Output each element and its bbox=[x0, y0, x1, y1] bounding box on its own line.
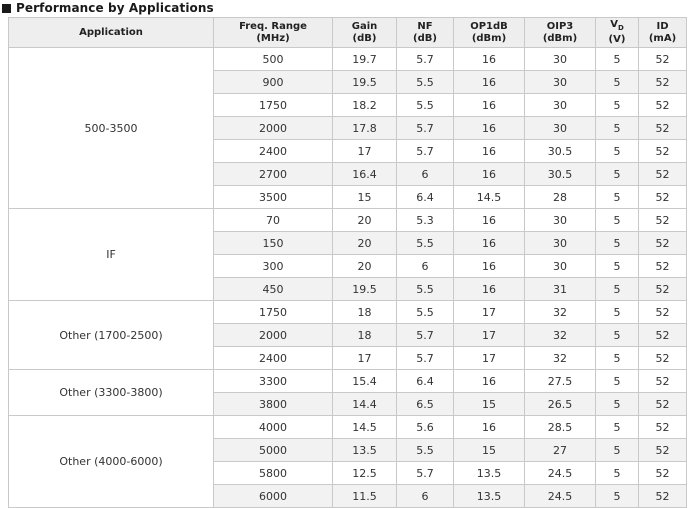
vd-cell: 5 bbox=[596, 140, 639, 163]
square-bullet-icon bbox=[2, 4, 11, 13]
freq-cell: 6000 bbox=[214, 485, 333, 508]
oip3-cell: 26.5 bbox=[525, 393, 596, 416]
vd-cell: 5 bbox=[596, 393, 639, 416]
vd-cell: 5 bbox=[596, 485, 639, 508]
gain-cell: 19.7 bbox=[333, 48, 397, 71]
oip3-cell: 30 bbox=[525, 71, 596, 94]
vd-cell: 5 bbox=[596, 48, 639, 71]
vd-cell: 5 bbox=[596, 255, 639, 278]
nf-cell: 6.4 bbox=[397, 186, 454, 209]
nf-cell: 5.7 bbox=[397, 462, 454, 485]
id-cell: 52 bbox=[639, 209, 687, 232]
op1db-cell: 16 bbox=[454, 209, 525, 232]
nf-cell: 5.7 bbox=[397, 347, 454, 370]
oip3-cell: 28.5 bbox=[525, 416, 596, 439]
id-cell: 52 bbox=[639, 232, 687, 255]
freq-cell: 2400 bbox=[214, 140, 333, 163]
id-cell: 52 bbox=[639, 94, 687, 117]
op1db-cell: 16 bbox=[454, 140, 525, 163]
gain-cell: 20 bbox=[333, 209, 397, 232]
op1db-cell: 16 bbox=[454, 232, 525, 255]
vd-cell: 5 bbox=[596, 324, 639, 347]
id-cell: 52 bbox=[639, 278, 687, 301]
table-row bbox=[9, 416, 687, 439]
application-cell: Other (3300-3800) bbox=[9, 370, 214, 416]
nf-cell: 5.5 bbox=[397, 232, 454, 255]
nf-cell: 5.6 bbox=[397, 416, 454, 439]
op1db-cell: 16 bbox=[454, 255, 525, 278]
oip3-cell: 27.5 bbox=[525, 370, 596, 393]
op1db-cell: 16 bbox=[454, 48, 525, 71]
op1db-cell: 16 bbox=[454, 416, 525, 439]
id-cell: 52 bbox=[639, 439, 687, 462]
id-cell: 52 bbox=[639, 71, 687, 94]
oip3-cell: 30 bbox=[525, 94, 596, 117]
id-cell: 52 bbox=[639, 393, 687, 416]
gain-cell: 20 bbox=[333, 232, 397, 255]
gain-cell: 20 bbox=[333, 255, 397, 278]
id-cell: 52 bbox=[639, 416, 687, 439]
column-header-op1db: OP1dB (dBm) bbox=[454, 18, 525, 48]
vd-cell: 5 bbox=[596, 232, 639, 255]
op1db-cell: 17 bbox=[454, 324, 525, 347]
oip3-cell: 30 bbox=[525, 117, 596, 140]
op1db-cell: 17 bbox=[454, 347, 525, 370]
vd-cell: 5 bbox=[596, 71, 639, 94]
vd-cell: 5 bbox=[596, 462, 639, 485]
vd-cell: 5 bbox=[596, 347, 639, 370]
nf-cell: 5.7 bbox=[397, 48, 454, 71]
table-row bbox=[9, 370, 687, 393]
vd-cell: 5 bbox=[596, 370, 639, 393]
freq-cell: 3800 bbox=[214, 393, 333, 416]
oip3-cell: 30.5 bbox=[525, 140, 596, 163]
op1db-cell: 16 bbox=[454, 94, 525, 117]
freq-cell: 3500 bbox=[214, 186, 333, 209]
freq-cell: 2000 bbox=[214, 324, 333, 347]
oip3-cell: 27 bbox=[525, 439, 596, 462]
gain-cell: 17 bbox=[333, 347, 397, 370]
oip3-cell: 32 bbox=[525, 301, 596, 324]
op1db-cell: 16 bbox=[454, 163, 525, 186]
gain-cell: 16.4 bbox=[333, 163, 397, 186]
column-header-freq-range: Freq. Range (MHz) bbox=[214, 18, 333, 48]
vd-cell: 5 bbox=[596, 117, 639, 140]
id-cell: 52 bbox=[639, 117, 687, 140]
op1db-cell: 16 bbox=[454, 71, 525, 94]
nf-cell: 6.4 bbox=[397, 370, 454, 393]
application-cell: IF bbox=[9, 209, 214, 301]
gain-cell: 19.5 bbox=[333, 71, 397, 94]
id-cell: 52 bbox=[639, 186, 687, 209]
nf-cell: 5.5 bbox=[397, 278, 454, 301]
table-body bbox=[9, 48, 687, 508]
op1db-cell: 17 bbox=[454, 301, 525, 324]
section-title-text: Performance by Applications bbox=[16, 1, 214, 15]
freq-cell: 2400 bbox=[214, 347, 333, 370]
gain-cell: 17 bbox=[333, 140, 397, 163]
id-cell: 52 bbox=[639, 485, 687, 508]
freq-cell: 1750 bbox=[214, 301, 333, 324]
freq-cell: 70 bbox=[214, 209, 333, 232]
vd-cell: 5 bbox=[596, 186, 639, 209]
nf-cell: 5.5 bbox=[397, 71, 454, 94]
gain-cell: 17.8 bbox=[333, 117, 397, 140]
nf-cell: 6.5 bbox=[397, 393, 454, 416]
vd-cell: 5 bbox=[596, 209, 639, 232]
oip3-cell: 30 bbox=[525, 48, 596, 71]
nf-cell: 5.5 bbox=[397, 439, 454, 462]
column-header-oip3: OIP3 (dBm) bbox=[525, 18, 596, 48]
op1db-cell: 13.5 bbox=[454, 462, 525, 485]
op1db-cell: 13.5 bbox=[454, 485, 525, 508]
nf-cell: 6 bbox=[397, 485, 454, 508]
freq-cell: 500 bbox=[214, 48, 333, 71]
nf-cell: 5.7 bbox=[397, 324, 454, 347]
gain-cell: 18 bbox=[333, 301, 397, 324]
column-header-id: ID (mA) bbox=[639, 18, 687, 48]
vd-cell: 5 bbox=[596, 416, 639, 439]
nf-cell: 6 bbox=[397, 255, 454, 278]
nf-cell: 5.5 bbox=[397, 301, 454, 324]
gain-cell: 18 bbox=[333, 324, 397, 347]
id-cell: 52 bbox=[639, 301, 687, 324]
oip3-cell: 30 bbox=[525, 209, 596, 232]
table-row bbox=[9, 209, 687, 232]
freq-cell: 1750 bbox=[214, 94, 333, 117]
gain-cell: 12.5 bbox=[333, 462, 397, 485]
gain-cell: 11.5 bbox=[333, 485, 397, 508]
freq-cell: 2700 bbox=[214, 163, 333, 186]
oip3-cell: 31 bbox=[525, 278, 596, 301]
freq-cell: 900 bbox=[214, 71, 333, 94]
vd-cell: 5 bbox=[596, 94, 639, 117]
gain-cell: 13.5 bbox=[333, 439, 397, 462]
section-title bbox=[2, 0, 214, 16]
nf-cell: 5.3 bbox=[397, 209, 454, 232]
performance-table bbox=[8, 17, 687, 508]
application-cell: Other (4000-6000) bbox=[9, 416, 214, 508]
op1db-cell: 16 bbox=[454, 278, 525, 301]
vd-cell: 5 bbox=[596, 163, 639, 186]
op1db-cell: 15 bbox=[454, 439, 525, 462]
freq-cell: 450 bbox=[214, 278, 333, 301]
application-cell: 500-3500 bbox=[9, 48, 214, 209]
gain-cell: 15 bbox=[333, 186, 397, 209]
column-header-gain: Gain (dB) bbox=[333, 18, 397, 48]
table-header-row bbox=[9, 18, 687, 48]
id-cell: 52 bbox=[639, 370, 687, 393]
op1db-cell: 16 bbox=[454, 117, 525, 140]
oip3-cell: 24.5 bbox=[525, 485, 596, 508]
oip3-cell: 32 bbox=[525, 347, 596, 370]
gain-cell: 14.4 bbox=[333, 393, 397, 416]
gain-cell: 15.4 bbox=[333, 370, 397, 393]
oip3-cell: 30 bbox=[525, 255, 596, 278]
oip3-cell: 28 bbox=[525, 186, 596, 209]
column-header-vd: $V_D$ (V) bbox=[596, 18, 639, 48]
nf-cell: 5.5 bbox=[397, 94, 454, 117]
table-row bbox=[9, 301, 687, 324]
application-cell: Other (1700-2500) bbox=[9, 301, 214, 370]
gain-cell: 19.5 bbox=[333, 278, 397, 301]
id-cell: 52 bbox=[639, 163, 687, 186]
oip3-cell: 30.5 bbox=[525, 163, 596, 186]
gain-cell: 18.2 bbox=[333, 94, 397, 117]
nf-cell: 6 bbox=[397, 163, 454, 186]
freq-cell: 5000 bbox=[214, 439, 333, 462]
id-cell: 52 bbox=[639, 347, 687, 370]
op1db-cell: 14.5 bbox=[454, 186, 525, 209]
op1db-cell: 16 bbox=[454, 370, 525, 393]
id-cell: 52 bbox=[639, 324, 687, 347]
oip3-cell: 32 bbox=[525, 324, 596, 347]
freq-cell: 2000 bbox=[214, 117, 333, 140]
id-cell: 52 bbox=[639, 255, 687, 278]
op1db-cell: 15 bbox=[454, 393, 525, 416]
id-cell: 52 bbox=[639, 462, 687, 485]
table-row bbox=[9, 48, 687, 71]
id-cell: 52 bbox=[639, 48, 687, 71]
freq-cell: 150 bbox=[214, 232, 333, 255]
oip3-cell: 30 bbox=[525, 232, 596, 255]
freq-cell: 5800 bbox=[214, 462, 333, 485]
nf-cell: 5.7 bbox=[397, 117, 454, 140]
freq-cell: 3300 bbox=[214, 370, 333, 393]
oip3-cell: 24.5 bbox=[525, 462, 596, 485]
vd-cell: 5 bbox=[596, 278, 639, 301]
id-cell: 52 bbox=[639, 140, 687, 163]
freq-cell: 300 bbox=[214, 255, 333, 278]
column-header-application: Application bbox=[9, 18, 214, 48]
vd-cell: 5 bbox=[596, 301, 639, 324]
column-header-nf: NF (dB) bbox=[397, 18, 454, 48]
nf-cell: 5.7 bbox=[397, 140, 454, 163]
vd-cell: 5 bbox=[596, 439, 639, 462]
freq-cell: 4000 bbox=[214, 416, 333, 439]
gain-cell: 14.5 bbox=[333, 416, 397, 439]
